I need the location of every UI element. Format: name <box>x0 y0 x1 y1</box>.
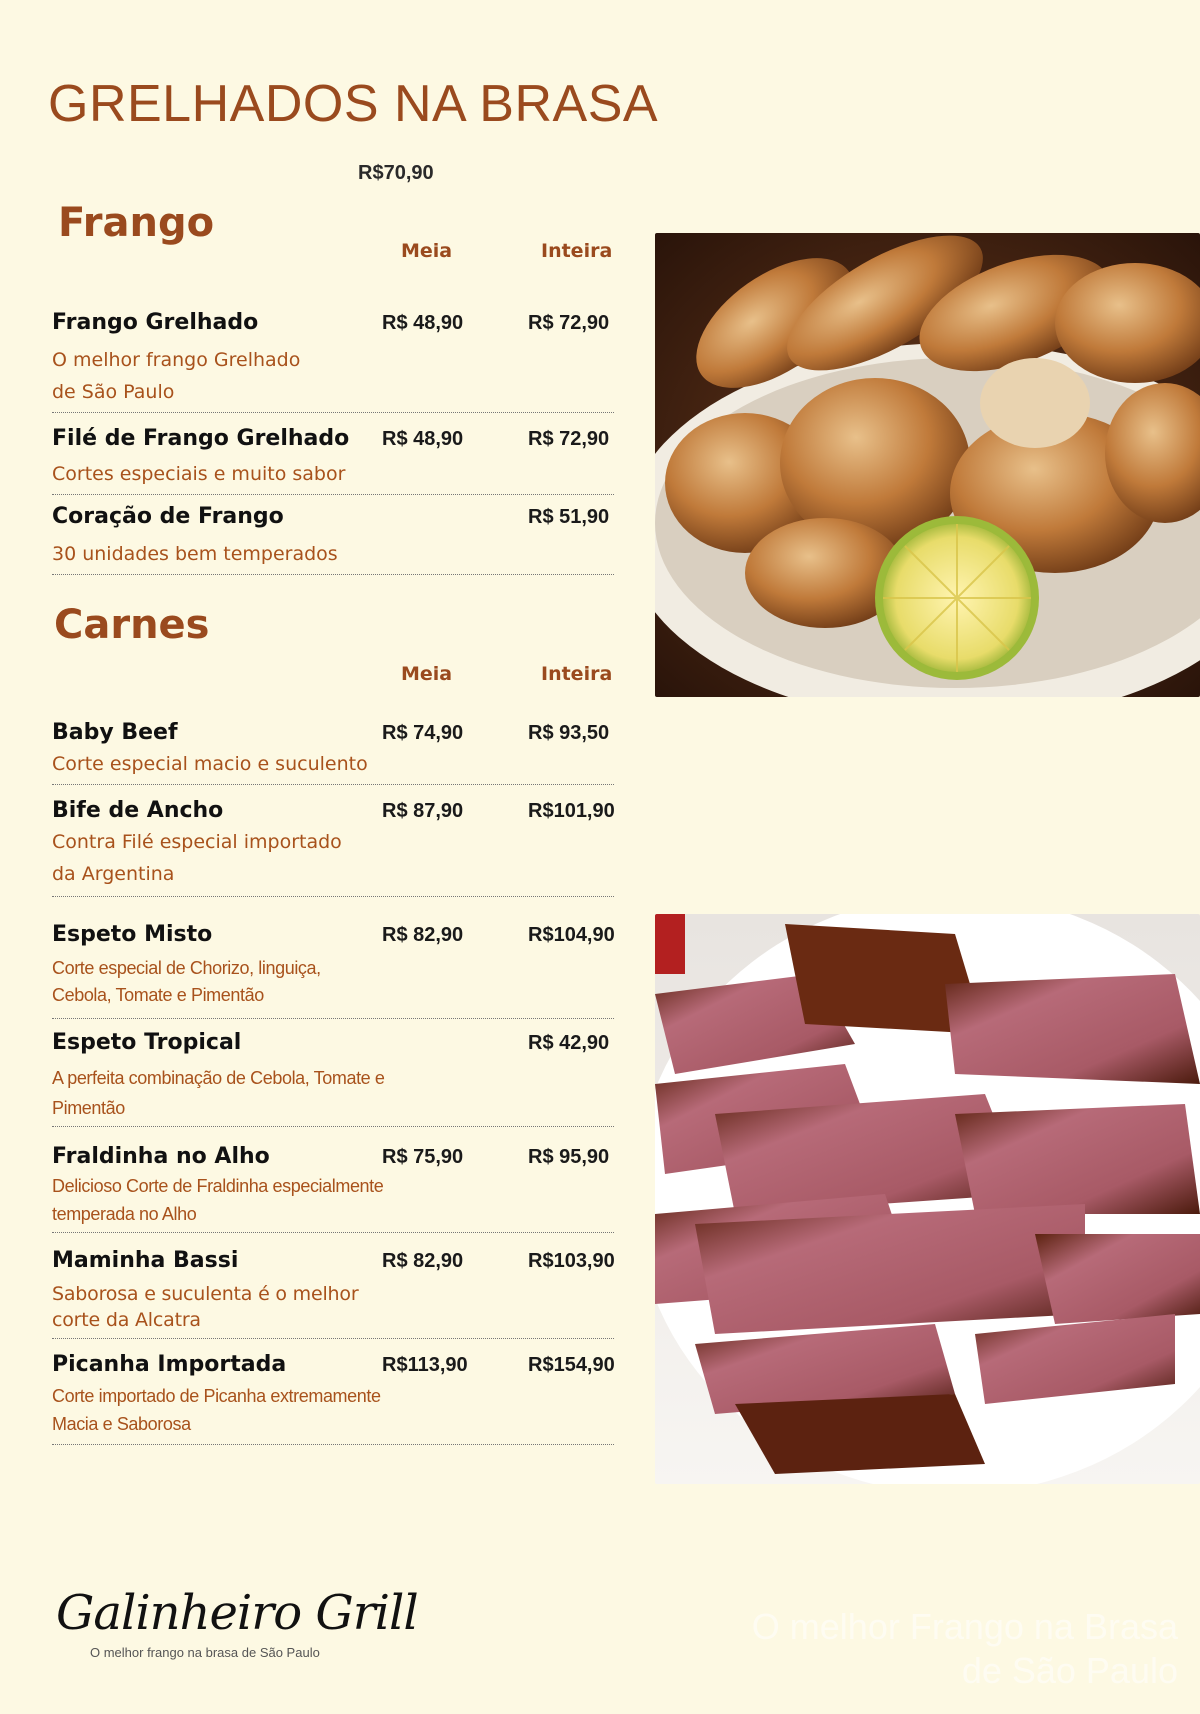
section-title-frango: Frango <box>58 200 215 246</box>
price-inteira: R$101,90 <box>528 800 615 822</box>
item-desc-line: 30 unidades bem temperados <box>52 543 338 565</box>
item-desc-line: Delicioso Corte de Fraldinha especialmente <box>52 1176 384 1196</box>
header-price: R$70,90 <box>358 162 434 184</box>
menu-item-fraldinha-no-alho <box>52 1144 614 1233</box>
menu-item-espeto-misto <box>52 922 614 1019</box>
item-desc-line: da Argentina <box>52 863 175 885</box>
menu-item-coracao-de-frango <box>52 504 614 575</box>
watermark-text <box>752 1605 1178 1693</box>
page-title: GRELHADOS NA BRASA <box>48 75 659 133</box>
chicken-illustration <box>655 233 1200 697</box>
price-inteira: R$ 95,90 <box>528 1146 610 1168</box>
item-name: Frango Grelhado <box>52 310 259 335</box>
item-desc-line: de São Paulo <box>52 381 175 403</box>
item-desc-line: Pimentão <box>52 1098 125 1118</box>
brand-logo: Galinheiro Grill <box>56 1585 418 1641</box>
price-inteira: R$ 42,90 <box>528 1032 610 1054</box>
price-meia: R$ 87,90 <box>382 800 464 822</box>
price-meia: R$ 48,90 <box>382 312 464 334</box>
price-meia: R$ 48,90 <box>382 428 464 450</box>
watermark-line: de São Paulo <box>961 1650 1178 1691</box>
price-inteira: R$103,90 <box>528 1250 615 1272</box>
price-inteira: R$ 93,50 <box>528 722 610 744</box>
price-meia: R$ 82,90 <box>382 924 464 946</box>
sliced-beef-photo <box>655 914 1200 1484</box>
item-name: Baby Beef <box>52 720 178 745</box>
item-desc-line: O melhor frango Grelhado <box>52 349 301 371</box>
watermark-line: O melhor Frango na Brasa <box>751 1606 1178 1647</box>
item-desc-line: Contra Filé especial importado <box>52 831 342 853</box>
item-name: Picanha Importada <box>52 1352 287 1377</box>
item-desc-line: Cortes especiais e muito sabor <box>52 463 346 485</box>
menu-item-espeto-tropical <box>52 1030 614 1127</box>
column-header-meia: Meia <box>401 240 453 262</box>
item-desc-line: Saborosa e suculenta é o melhor <box>52 1283 359 1305</box>
price-meia: R$ 74,90 <box>382 722 464 744</box>
item-desc-line: A perfeita combinação de Cebola, Tomate e <box>52 1068 385 1088</box>
item-name: Espeto Tropical <box>52 1030 242 1055</box>
item-name: Espeto Misto <box>52 922 213 947</box>
price-inteira: R$154,90 <box>528 1354 615 1376</box>
item-name: Coração de Frango <box>52 504 284 529</box>
item-desc-line: Macia e Saborosa <box>52 1414 191 1434</box>
item-name: Maminha Bassi <box>52 1248 239 1273</box>
item-desc-line: temperada no Alho <box>52 1204 197 1224</box>
item-name: Bife de Ancho <box>52 798 224 823</box>
price-inteira: R$ 72,90 <box>528 312 610 334</box>
menu-item-file-de-frango <box>52 426 614 495</box>
grilled-chicken-photo <box>655 233 1200 697</box>
column-header-meia: Meia <box>401 663 453 685</box>
beef-illustration <box>655 914 1200 1484</box>
price-inteira: R$104,90 <box>528 924 615 946</box>
price-meia: R$ 82,90 <box>382 1250 464 1272</box>
column-header-inteira: Inteira <box>541 240 613 262</box>
price-inteira: R$ 72,90 <box>528 428 610 450</box>
menu-item-bife-de-ancho <box>52 798 614 897</box>
item-name: Fraldinha no Alho <box>52 1144 270 1169</box>
column-header-inteira: Inteira <box>541 663 613 685</box>
item-desc-line: Corte importado de Picanha extremamente <box>52 1386 381 1406</box>
price-meia: R$ 75,90 <box>382 1146 464 1168</box>
item-desc-line: Corte especial macio e suculento <box>52 753 368 775</box>
menu-item-baby-beef <box>52 720 614 785</box>
item-desc-line: Cebola, Tomate e Pimentão <box>52 985 264 1005</box>
menu-item-frango-grelhado <box>52 310 614 413</box>
brand-tagline: O melhor frango na brasa de São Paulo <box>90 1645 320 1660</box>
item-name: Filé de Frango Grelhado <box>52 426 350 451</box>
section-title-carnes: Carnes <box>54 602 210 648</box>
menu-item-picanha-importada <box>52 1352 614 1445</box>
item-desc-line: Corte especial de Chorizo, linguiça, <box>52 958 321 978</box>
price-inteira: R$ 51,90 <box>528 506 610 528</box>
item-desc-line: corte da Alcatra <box>52 1309 201 1331</box>
price-meia: R$113,90 <box>382 1354 468 1376</box>
menu-item-maminha-bassi <box>52 1248 614 1339</box>
